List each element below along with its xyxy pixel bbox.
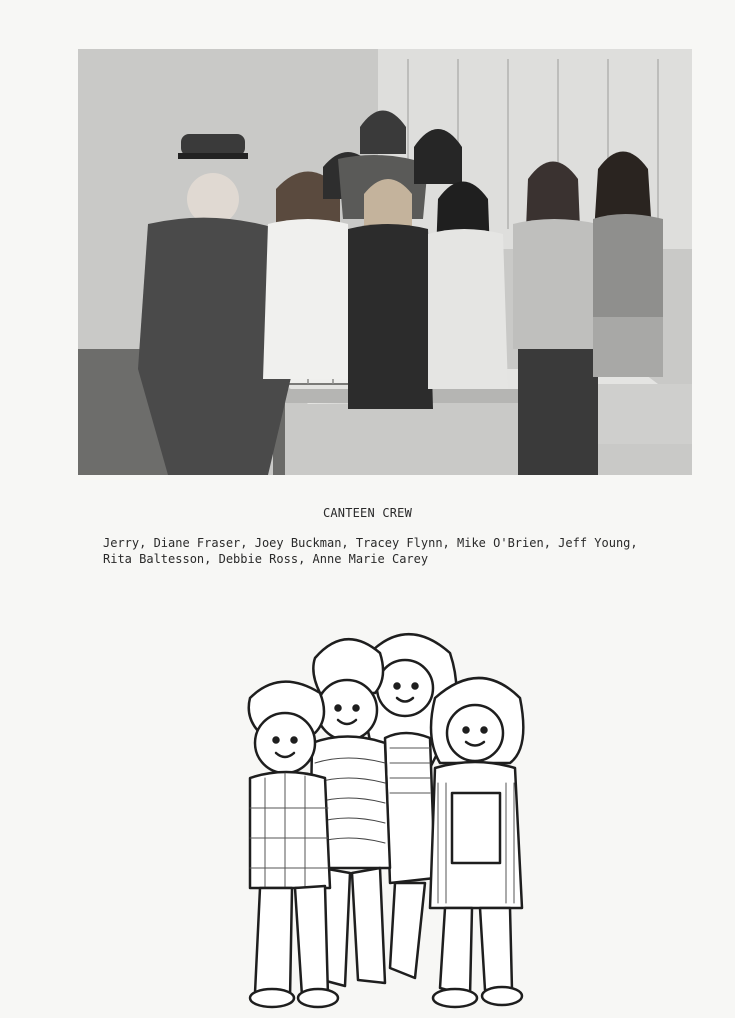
caption-names [103, 535, 703, 567]
caption-names-line1: Jerry, Diane Fraser, Joey Buckman, Tracey Flynn, Mike O'Brien, Jeff Young, [103, 536, 638, 550]
caption-names-line2: Rita Baltesson, Debbie Ross, Anne Marie Carey [103, 552, 429, 566]
canteen-crew-photo [78, 49, 692, 475]
caption-title: CANTEEN CREW [322, 506, 413, 520]
cartoon-kids-hugging-icon [240, 618, 530, 1013]
